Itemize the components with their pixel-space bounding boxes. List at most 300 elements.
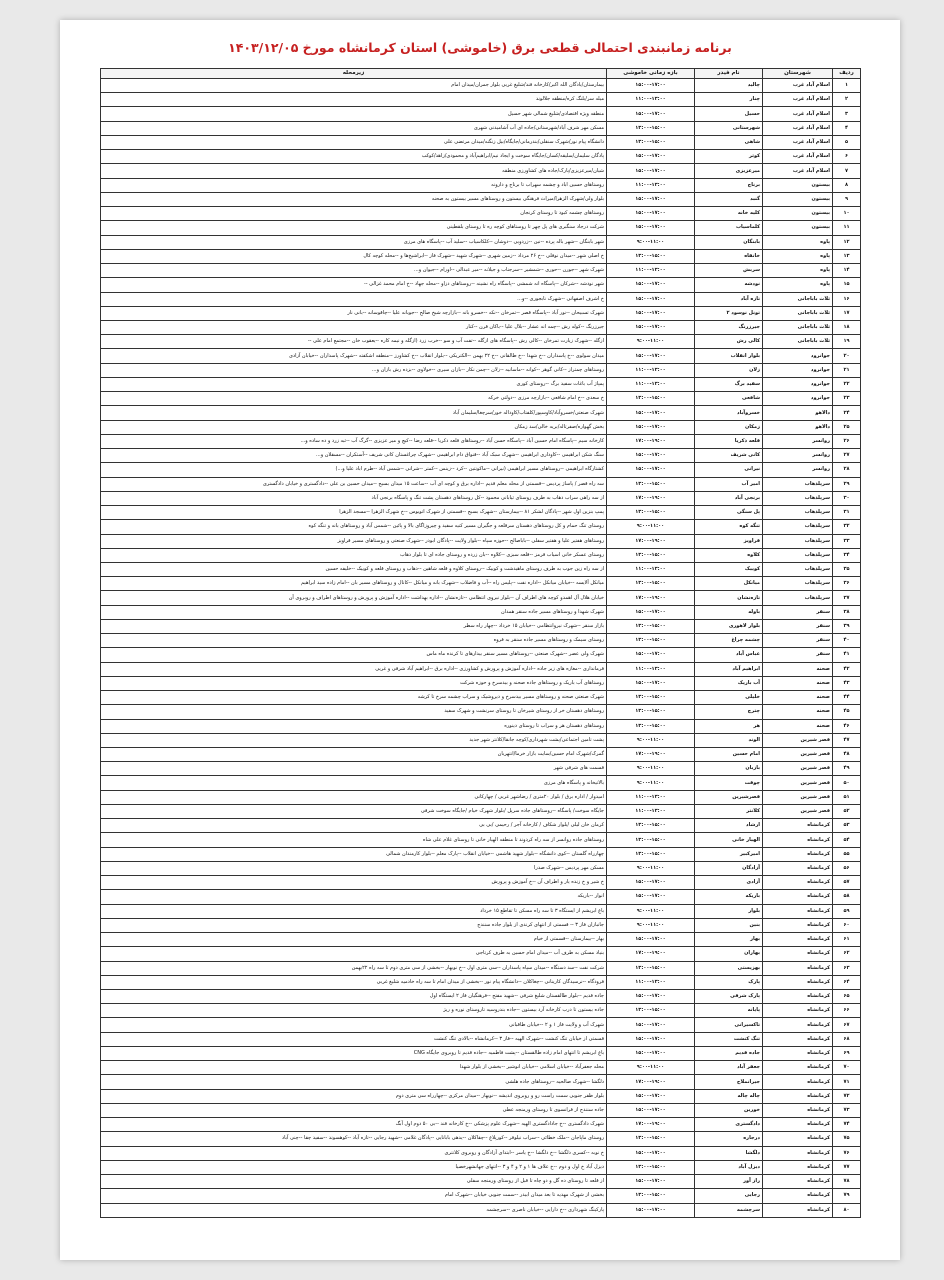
table-row — [101, 861, 861, 875]
row-area: شهرک آب و ولایت فاز ۱ و ۲ --خیابان طاقبانی — [101, 1018, 607, 1032]
row-feeder: چترچ — [695, 705, 763, 719]
row-area: بلوار ولی/شهرک الزهرا/میراث فرهنگی بیستون و روستاهای مسیر بیستون به صحنه — [101, 192, 607, 206]
row-number: ۷۵ — [833, 1132, 861, 1146]
table-row — [101, 918, 861, 932]
row-feeder: پارک شرقی — [695, 990, 763, 1004]
row-number: ۱۳ — [833, 249, 861, 263]
row-area: چهارراه گلستان --کوی دانشگاه --بلوار شهید هاشمی --خیابان انقلاب --پارک معلم --بلوار کارمندان شمالی — [101, 847, 607, 861]
table-row — [101, 520, 861, 534]
row-feeder: برنجی آباد — [695, 491, 763, 505]
table-row — [101, 377, 861, 391]
row-feeder: آب باریک — [695, 676, 763, 690]
row-feeder: خسروآباد — [695, 406, 763, 420]
row-number: ۷۷ — [833, 1160, 861, 1174]
row-time: ۱۳:۰۰-۱۵:۰۰ — [607, 847, 695, 861]
table-row — [101, 1118, 861, 1132]
schedule-table-wrapper — [100, 68, 860, 1218]
row-city: سرپلذهاب — [763, 477, 833, 491]
row-time: ۹:۰۰-۱۱:۰۰ — [607, 520, 695, 534]
row-feeder: پل سنگی — [695, 506, 763, 520]
row-feeder: چاله چاله — [695, 1089, 763, 1103]
row-city: کرمانشاه — [763, 1075, 833, 1089]
row-feeder: الهیار خانی — [695, 833, 763, 847]
row-time: ۱۳:۰۰-۱۵:۰۰ — [607, 506, 695, 520]
row-feeder: جیرانملاح — [695, 1075, 763, 1089]
row-city: کرمانشاه — [763, 1103, 833, 1117]
row-time: ۱۵:۰۰-۱۷:۰۰ — [607, 876, 695, 890]
row-area: منطقه ویژه اقتصادی/شلیغ شمالی شهر حسیل — [101, 107, 607, 121]
row-time: ۱۵:۰۰-۱۷:۰۰ — [607, 933, 695, 947]
row-feeder: پارک — [695, 975, 763, 989]
row-time: ۱۳:۰۰-۱۵:۰۰ — [607, 1189, 695, 1203]
row-feeder: بهار — [695, 933, 763, 947]
table-row — [101, 804, 861, 818]
row-area: انوار --باریکه — [101, 890, 607, 904]
row-area: پادگان سلیمان/سلیقه/کسان/جایگاه سوخت و ایجاد نیم/ابراهیم‌آباد و محمودی/زاهد/کوکب — [101, 150, 607, 164]
row-time: ۱۵:۰۰-۱۷:۰۰ — [607, 1103, 695, 1117]
row-time: ۱۳:۰۰-۱۵:۰۰ — [607, 135, 695, 149]
table-row — [101, 1203, 861, 1217]
row-feeder: بنین — [695, 918, 763, 932]
row-time: ۱۱:۰۰-۱۳:۰۰ — [607, 363, 695, 377]
row-number: ۴ — [833, 121, 861, 135]
row-city: ثلاث باباجانی — [763, 335, 833, 349]
row-number: ۷ — [833, 164, 861, 178]
row-city: پاوه — [763, 264, 833, 278]
row-feeder: چالید — [695, 79, 763, 93]
row-feeder: چوقت — [695, 776, 763, 790]
row-city: اسلام آباد غرب — [763, 164, 833, 178]
row-city: کرمانشاه — [763, 1189, 833, 1203]
row-city: سرپلذهاب — [763, 577, 833, 591]
table-row — [101, 1089, 861, 1103]
row-time: ۱۳:۰۰-۱۵:۰۰ — [607, 249, 695, 263]
row-city: کرمانشاه — [763, 1175, 833, 1189]
row-number: ۱۴ — [833, 264, 861, 278]
row-area: میدان سولوی --خ پاسداران --خ شهدا --خ طالقانی --خ ۲۲ بهمن --الکتریکی --بلوار انقلاب --خ کشاورز --منطقه اشکفته --شهرک پاسداران --خیابان آزادی — [101, 349, 607, 363]
row-number: ۳ — [833, 107, 861, 121]
row-time: ۱۵:۰۰-۱۷:۰۰ — [607, 1146, 695, 1160]
table-row — [101, 235, 861, 249]
row-number: ۴۵ — [833, 705, 861, 719]
row-time: ۱۱:۰۰-۱۳:۰۰ — [607, 804, 695, 818]
row-number: ۴۲ — [833, 662, 861, 676]
table-row — [101, 619, 861, 633]
row-area: امیدوار / اداره برق / بلوار ۲۰متری / رضاشهر غربی / چهارکانی — [101, 790, 607, 804]
row-time: ۱۱:۰۰-۱۳:۰۰ — [607, 975, 695, 989]
row-city: کرمانشاه — [763, 918, 833, 932]
row-area: شهرک صنعتی صحنه و روستاهای مسیر بیدسرخ و دیروشیک و سراب چشمه سرخ تا کرشه — [101, 691, 607, 705]
table-row — [101, 463, 861, 477]
row-number: ۷۸ — [833, 1175, 861, 1189]
table-row — [101, 634, 861, 648]
row-area: جاده بیستون تا درب کارخانه آرد بیستون --جاده بندروسیه تاروستای نوره و ریژ — [101, 1004, 607, 1018]
row-city: سرپلذهاب — [763, 491, 833, 505]
table-row — [101, 1018, 861, 1032]
table-row — [101, 1132, 861, 1146]
row-city: کرمانشاه — [763, 933, 833, 947]
row-city: پاوه — [763, 235, 833, 249]
row-area: میانکل آلایسه --خیابان میانکل --اداره نفت --پلیس راه --آب و فاضلاب --شهرک بانه و میانکل --کانال و روستاهای مسیر بان --امام زاده سید ابراهیم — [101, 577, 607, 591]
row-feeder: حسیل — [695, 107, 763, 121]
row-feeder: درجاره — [695, 1132, 763, 1146]
row-feeder: ابراهیم آباد — [695, 662, 763, 676]
row-number: ۶۵ — [833, 990, 861, 1004]
row-area: روستاهای جاده روانسر از سه راه کردوند تا منطقه الهیار خانی تا روستای غلام علی شاه — [101, 833, 607, 847]
table-row — [101, 121, 861, 135]
row-time: ۹:۰۰-۱۱:۰۰ — [607, 335, 695, 349]
schedule-table — [100, 68, 861, 1218]
row-area: بیمارستان/بادگان الله اکبر/کارخانه قند/شلیغ غربی بلوار جمران/میدان امام — [101, 79, 607, 93]
row-area: پمپاژ آب باغات سفید برگ --روستای کوری — [101, 377, 607, 391]
row-time: ۹:۰۰-۱۱:۰۰ — [607, 762, 695, 776]
row-feeder: گنبد — [695, 192, 763, 206]
row-area: شهرک شهدا و روستاهای مسیر جاده سنقر همدان — [101, 605, 607, 619]
table-row — [101, 192, 861, 206]
row-feeder: بلوار — [695, 904, 763, 918]
row-time: ۱۷:۰۰-۱۹:۰۰ — [607, 491, 695, 505]
row-time: ۱۳:۰۰-۱۵:۰۰ — [607, 719, 695, 733]
table-row — [101, 1046, 861, 1060]
row-city: ثلاث باباجانی — [763, 306, 833, 320]
row-feeder: آزادگان — [695, 861, 763, 875]
row-area: روستاهای هفتیر علیا و هفتیر سفلی --باباصالح --حوزه سپاه --بلوار ولایت --پادگان ابوذر --شهرک صنعتی و روستاهای مسیر قراویز — [101, 534, 607, 548]
row-time: ۱۵:۰۰-۱۷:۰۰ — [607, 890, 695, 904]
table-row — [101, 164, 861, 178]
row-city: سنقر — [763, 648, 833, 662]
table-row — [101, 491, 861, 505]
row-number: ۴۰ — [833, 634, 861, 648]
row-feeder: دادگستری — [695, 1118, 763, 1132]
row-area: روستاهای دهستان خر از روستای شیرخان تا روستای سرنشت و شهرک سفید — [101, 705, 607, 719]
row-number: ۵۹ — [833, 904, 861, 918]
row-time: ۱۵:۰۰-۱۷:۰۰ — [607, 292, 695, 306]
row-feeder: دیزل آباد — [695, 1160, 763, 1174]
row-number: ۳۹ — [833, 619, 861, 633]
row-time: ۹:۰۰-۱۱:۰۰ — [607, 733, 695, 747]
row-feeder: قلعه ذکریا — [695, 434, 763, 448]
row-feeder: تازه‌نشان — [695, 591, 763, 605]
row-feeder: تونل نوسود ۲ — [695, 306, 763, 320]
row-time: ۱۵:۰۰-۱۷:۰۰ — [607, 79, 695, 93]
row-time: ۱۵:۰۰-۱۷:۰۰ — [607, 1032, 695, 1046]
row-area: مسکن مهر پردیس --شهرک صدرا — [101, 861, 607, 875]
table-row — [101, 648, 861, 662]
table-row — [101, 506, 861, 520]
row-number: ۲۵ — [833, 420, 861, 434]
row-city: پاوه — [763, 249, 833, 263]
row-area: از قلعه تا روستای ده گل و دو چاه تا قبل از روستای ورمنجه سفلی — [101, 1175, 607, 1189]
row-city: کرمانشاه — [763, 861, 833, 875]
row-number: ۶۶ — [833, 1004, 861, 1018]
row-time: ۱۵:۰۰-۱۷:۰۰ — [607, 1203, 695, 1217]
table-row — [101, 562, 861, 576]
row-area: جیرزرنگ --کوله رش --چمه انه عشار --بلال علیا --باکان قرن --کنار — [101, 320, 607, 334]
table-row — [101, 790, 861, 804]
row-feeder: خلیلی — [695, 691, 763, 705]
row-area: جانبازان فاز ۳ -- قسمتی از انتهای کرندی از بلوار جاده سنندج — [101, 918, 607, 932]
table-row — [101, 662, 861, 676]
table-row — [101, 719, 861, 733]
row-time: ۱۷:۰۰-۱۹:۰۰ — [607, 534, 695, 548]
row-city: کرمانشاه — [763, 1132, 833, 1146]
row-time: ۱۵:۰۰-۱۷:۰۰ — [607, 164, 695, 178]
row-number: ۳۳ — [833, 534, 861, 548]
table-row — [101, 306, 861, 320]
row-time: ۱۳:۰۰-۱۵:۰۰ — [607, 691, 695, 705]
row-number: ۷۳ — [833, 1103, 861, 1117]
table-row — [101, 961, 861, 975]
table-row — [101, 833, 861, 847]
row-area: کشتارگاه ابراهیمی --روستاهای مسیر ابراهیمی (نیرانی --ماکونتین --کرد --زینس --کمتر --شرانی --شمس آباد --طرم اباد علیا و...) — [101, 463, 607, 477]
table-header-row — [101, 69, 861, 79]
row-area: بخشی از شهرک مهدیه تا بعد میدان ابیذر --سمت جنوبی خیابان --شهرک امام — [101, 1189, 607, 1203]
row-feeder: بهزیستی — [695, 961, 763, 975]
row-time: ۱۳:۰۰-۱۵:۰۰ — [607, 577, 695, 591]
row-time: ۱۵:۰۰-۱۷:۰۰ — [607, 420, 695, 434]
row-number: ۲۷ — [833, 449, 861, 463]
row-time: ۱۵:۰۰-۱۷:۰۰ — [607, 278, 695, 292]
row-number: ۴۷ — [833, 733, 861, 747]
row-city: صحنه — [763, 691, 833, 705]
row-area: سه راه قصر / پاساژ پردیس --قسمتی از محله معلم قدیم --اداره برق و کوچه ای آب --ساعت ۱۵ میدان بسیج --میدان حسین بن علی --دادگستری و خیابان دادگستری — [101, 477, 607, 491]
row-time: ۱۱:۰۰-۱۳:۰۰ — [607, 178, 695, 192]
table-row — [101, 1075, 861, 1089]
row-time: ۱۱:۰۰-۱۳:۰۰ — [607, 93, 695, 107]
row-area: میله سر/بلنگ کره/منطقه جلالوند — [101, 93, 607, 107]
row-feeder: شاهی — [695, 135, 763, 149]
row-feeder: بازبان — [695, 762, 763, 776]
row-city: قصر شیرین — [763, 762, 833, 776]
row-city: اسلام آباد غرب — [763, 107, 833, 121]
table-row — [101, 676, 861, 690]
table-row — [101, 705, 861, 719]
row-time: ۱۵:۰۰-۱۷:۰۰ — [607, 320, 695, 334]
row-feeder: کالی رش — [695, 335, 763, 349]
table-row — [101, 392, 861, 406]
row-number: ۱۰ — [833, 207, 861, 221]
row-time: ۱۵:۰۰-۱۷:۰۰ — [607, 306, 695, 320]
table-row — [101, 278, 861, 292]
row-time: ۱۳:۰۰-۱۵:۰۰ — [607, 1004, 695, 1018]
header-city: شهرستان — [763, 69, 833, 79]
row-city: کرمانشاه — [763, 833, 833, 847]
row-feeder: کلیه خانه — [695, 207, 763, 221]
row-city: سرپلذهاب — [763, 520, 833, 534]
row-feeder: تنگه کوه — [695, 520, 763, 534]
row-number: ۲۸ — [833, 463, 861, 477]
table-row — [101, 605, 861, 619]
row-feeder: نیرانی — [695, 463, 763, 477]
row-time: ۱۵:۰۰-۱۷:۰۰ — [607, 221, 695, 235]
row-city: صحنه — [763, 705, 833, 719]
row-number: ۳۰ — [833, 491, 861, 505]
row-city: کرمانشاه — [763, 904, 833, 918]
table-row — [101, 107, 861, 121]
row-area: خ سعدی --خ امام شافعی --بازارچه مرزی --دولتی خرکه — [101, 392, 607, 406]
row-feeder: سرچشمه — [695, 1203, 763, 1217]
row-number: ۶۸ — [833, 1032, 861, 1046]
row-feeder: بلوار لاهوری — [695, 619, 763, 633]
table-row — [101, 178, 861, 192]
row-feeder: کلاوه — [695, 548, 763, 562]
row-area: باغ ابریشم از ایستگاه ۳ تا سه راه مسکن تا تقاطع ۱۵ خرداد — [101, 904, 607, 918]
row-city: قصر شیرین — [763, 776, 833, 790]
row-number: ۶۳ — [833, 961, 861, 975]
row-time: ۱۵:۰۰-۱۷:۰۰ — [607, 449, 695, 463]
table-row — [101, 847, 861, 861]
row-area: شرکت درجاد سنگبری های پل چهر تا روستاهای کوچه ره تا روستای بلقطینی — [101, 221, 607, 235]
row-area: خ اصلی شهر --میدان نوفلی --خ ۲۶ مرداد --زمین شهری --شهرک شهید --شهرک فاز --ابراشیخ‌ها و --محله کوچه کال — [101, 249, 607, 263]
table-row — [101, 249, 861, 263]
row-time: ۱۱:۰۰-۱۳:۰۰ — [607, 264, 695, 278]
row-number: ۶۱ — [833, 933, 861, 947]
row-number: ۲۳ — [833, 392, 861, 406]
row-feeder: خورین — [695, 1103, 763, 1117]
row-time: ۱۳:۰۰-۱۵:۰۰ — [607, 548, 695, 562]
row-area: روستاهای حسین اباد و چشمه سهراب تا برناج و دارونه — [101, 178, 607, 192]
table-row — [101, 1103, 861, 1117]
row-city: سنقر — [763, 619, 833, 633]
row-time: ۱۵:۰۰-۱۷:۰۰ — [607, 150, 695, 164]
row-area: ازگله --شهرک زیارت تمرخان --کالی رش --پاسگاه های ازگله --تفت آب و سو --خرب زرد (ازگله و نیمه کاره --یعقوب خان --مجتمع امام علی -- — [101, 335, 607, 349]
row-number: ۲ — [833, 93, 861, 107]
row-time: ۱۳:۰۰-۱۵:۰۰ — [607, 819, 695, 833]
row-number: ۳۵ — [833, 562, 861, 576]
row-number: ۵ — [833, 135, 861, 149]
row-feeder: رجایی — [695, 1189, 763, 1203]
row-feeder: جیرزرنگ — [695, 320, 763, 334]
row-feeder: دلگشا — [695, 1146, 763, 1160]
row-city: صحنه — [763, 662, 833, 676]
row-area: دیزل آباد خ اول و دوم --خ علاف ها ۱ و ۲ و ۴ و ۳ --انتهای جهانشهرخصیا — [101, 1160, 607, 1174]
row-time: ۱۷:۰۰-۱۹:۰۰ — [607, 947, 695, 961]
row-number: ۴۳ — [833, 676, 861, 690]
table-row — [101, 904, 861, 918]
row-time: ۱۱:۰۰-۱۳:۰۰ — [607, 377, 695, 391]
row-time: ۹:۰۰-۱۱:۰۰ — [607, 776, 695, 790]
row-area: جاده سنندج از فرانسوی تا روستای ورمنجه عطی — [101, 1103, 607, 1117]
row-feeder: کانی شریف — [695, 449, 763, 463]
row-feeder: کوییک — [695, 562, 763, 576]
header-time: بازه زمانی خاموشی — [607, 69, 695, 79]
row-area: دلگشا --شهرک صالحیه --روستاهای جاده هلشی — [101, 1075, 607, 1089]
row-city: روانسر — [763, 449, 833, 463]
row-city: دالاهو — [763, 420, 833, 434]
row-number: ۱۶ — [833, 292, 861, 306]
row-city: کرمانشاه — [763, 1004, 833, 1018]
row-city: صحنه — [763, 676, 833, 690]
row-city: بیستون — [763, 192, 833, 206]
row-feeder: شافعی — [695, 392, 763, 406]
row-feeder: کلانتر — [695, 804, 763, 818]
table-row — [101, 335, 861, 349]
row-area: پشت تامین اجتماعی/پشت شهرداری/کوچه جانقا/کلانتر شهر جدید — [101, 733, 607, 747]
row-area: شهرک صنعتی/خسروآباد/کاوسپور/کلفتاب/کاوداله خور/سرچغا/سلیمان آباد — [101, 406, 607, 420]
row-time: ۱۵:۰۰-۱۷:۰۰ — [607, 676, 695, 690]
row-area: محله جعفرآباد --خیابان اسلامی --خیابان انوشیر --بخشی از بلوار شهدا — [101, 1061, 607, 1075]
row-feeder: امیرکبیر — [695, 847, 763, 861]
table-row — [101, 762, 861, 776]
row-feeder: بلوار انقلاب — [695, 349, 763, 363]
row-time: ۱۳:۰۰-۱۵:۰۰ — [607, 121, 695, 135]
row-area: سنگ شکن ابراهیمی --کاوداری ابراهیمی --شهرک سبک آباد --قنواق دام ابراهیمی --شهرک چراغستان کانی شریف --آستکران --مسقلان و... — [101, 449, 607, 463]
table-row — [101, 548, 861, 562]
row-feeder: باوله — [695, 605, 763, 619]
row-time: ۱۵:۰۰-۱۷:۰۰ — [607, 605, 695, 619]
table-row — [101, 1032, 861, 1046]
row-area: بازار سنقر --شهرک نیروانتظامی --خیابان ۱۵ خرداد --چهار راه سطر — [101, 619, 607, 633]
row-area: بلوار ظفر جنوبی سمت راست رو و روبروی اندیشه --نوبهار --میدان مرکزی --چهارراه سی متری دوم — [101, 1089, 607, 1103]
row-time: ۱۳:۰۰-۱۵:۰۰ — [607, 705, 695, 719]
row-feeder: نودشه — [695, 278, 763, 292]
row-feeder: عباس آباد — [695, 648, 763, 662]
row-city: کرمانشاه — [763, 1032, 833, 1046]
row-city: قصر شیرین — [763, 790, 833, 804]
row-city: صحنه — [763, 719, 833, 733]
row-number: ۶۰ — [833, 918, 861, 932]
row-feeder: بابنگان — [695, 235, 763, 249]
table-row — [101, 449, 861, 463]
row-feeder: میرعزیزی — [695, 164, 763, 178]
table-row — [101, 1146, 861, 1160]
row-area: از سه راهی سراب ذهاب به طرف روستای ثیابانی محمود --کل روستاهای دهستان پشت تنگ و پاسگاه برنجی آباد — [101, 491, 607, 505]
row-area: شهرک تسبیحان --نور آباد --پاسگاه قصر --تمرخان --نکه --خسرو بانه --بازارچه شیخ صالح --جوبانه عليا --چاقوسانه --بانی نار — [101, 306, 607, 320]
row-number: ۵۳ — [833, 819, 861, 833]
table-row — [101, 207, 861, 221]
row-feeder: باریکه — [695, 890, 763, 904]
table-row — [101, 1061, 861, 1075]
row-feeder: تاکسیرانی — [695, 1018, 763, 1032]
row-number: ۲۰ — [833, 349, 861, 363]
row-city: کرمانشاه — [763, 961, 833, 975]
table-row — [101, 1004, 861, 1018]
row-number: ۸۰ — [833, 1203, 861, 1217]
row-feeder: برناج — [695, 178, 763, 192]
row-number: ۷۹ — [833, 1189, 861, 1203]
table-row — [101, 1175, 861, 1189]
row-time: ۱۱:۰۰-۱۳:۰۰ — [607, 790, 695, 804]
table-row — [101, 477, 861, 491]
table-body — [101, 79, 861, 1218]
row-feeder: چنار — [695, 93, 763, 107]
table-row — [101, 577, 861, 591]
row-feeder: شهرستانی — [695, 121, 763, 135]
header-area: زیرمحله — [101, 69, 607, 79]
row-time: ۱۵:۰۰-۱۷:۰۰ — [607, 406, 695, 420]
table-row — [101, 363, 861, 377]
row-city: کرمانشاه — [763, 819, 833, 833]
row-city: جوانرود — [763, 392, 833, 406]
row-city: قصر شیرین — [763, 804, 833, 818]
row-feeder: الوند — [695, 733, 763, 747]
table-row — [101, 292, 861, 306]
document-page — [60, 20, 900, 1260]
row-feeder: امام حسین — [695, 748, 763, 762]
row-city: بیستون — [763, 178, 833, 192]
row-feeder: میانکل — [695, 577, 763, 591]
row-time: ۱۵:۰۰-۱۷:۰۰ — [607, 1018, 695, 1032]
row-number: ۵۵ — [833, 847, 861, 861]
row-area: قسمت های شرقی شهر — [101, 762, 607, 776]
row-time: ۹:۰۰-۱۱:۰۰ — [607, 918, 695, 932]
row-feeder: امیر آب — [695, 477, 763, 491]
table-row — [101, 748, 861, 762]
row-feeder: کلماسیاب — [695, 221, 763, 235]
row-city: سرپلذهاب — [763, 506, 833, 520]
table-row — [101, 733, 861, 747]
row-number: ۴۶ — [833, 719, 861, 733]
